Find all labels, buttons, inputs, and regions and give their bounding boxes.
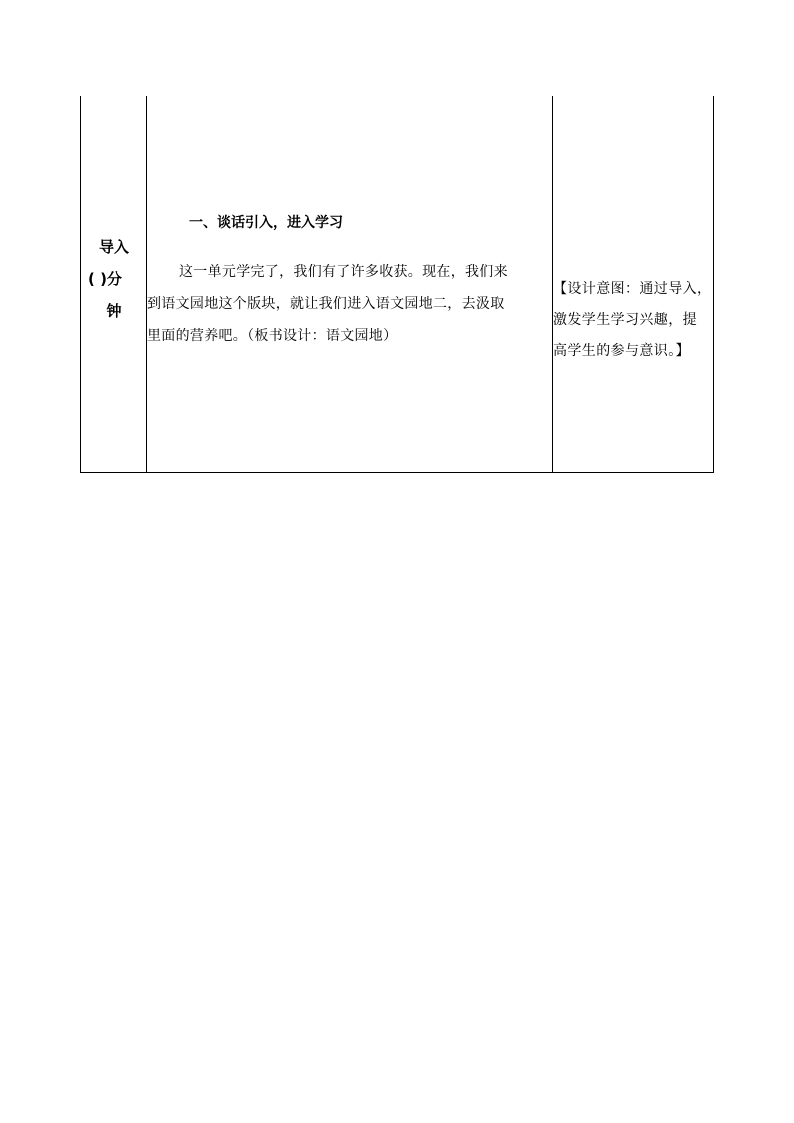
content-line: 到语文园地这个版块，就让我们进入语文园地二，去汲取 xyxy=(147,296,505,312)
lesson-plan-table xyxy=(80,96,714,473)
phase-label xyxy=(81,231,147,327)
content-line: 这一单元学完了，我们有了许多收获。现在，我们来 xyxy=(179,264,508,280)
content-line: 里面的营养吧。（板书设计：语文园地） xyxy=(147,328,398,344)
phase-duration-unit: 钟 xyxy=(106,302,122,320)
content-cell xyxy=(147,96,553,472)
intent-line: 【设计意图：通过导入， xyxy=(553,281,712,297)
phase-duration: ( )分 xyxy=(88,270,122,288)
design-intent-cell xyxy=(553,96,713,472)
phase-title: 导入 xyxy=(98,238,129,256)
content-paragraph xyxy=(147,256,553,352)
intent-line: 高学生的参与意识。】 xyxy=(553,343,690,359)
section-heading: 一、谈话引入，进入学习 xyxy=(189,215,343,231)
design-intent-text xyxy=(553,274,713,367)
phase-cell xyxy=(81,96,147,472)
intent-line: 激发学生学习兴趣，提 xyxy=(553,312,697,328)
